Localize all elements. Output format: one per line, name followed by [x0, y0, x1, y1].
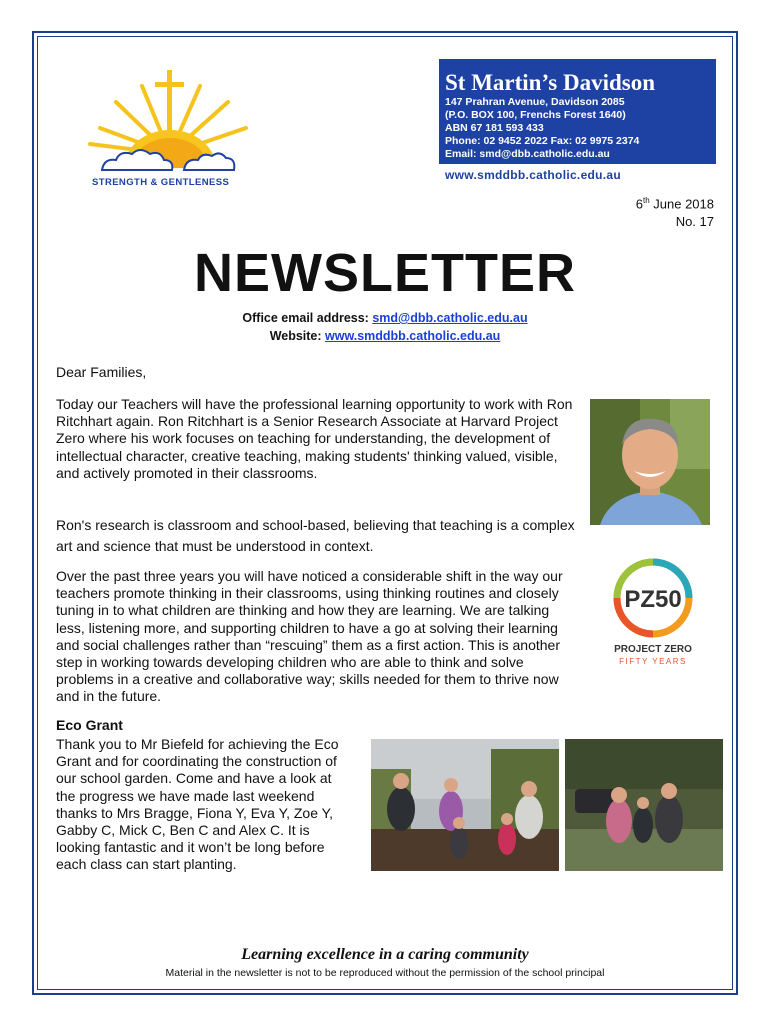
abn-line: ABN 67 181 593 433 [445, 122, 544, 134]
footer-tagline: Learning excellence in a caring community [241, 946, 529, 963]
sunrise-cross-logo-icon [80, 66, 260, 178]
garden-photo-2 [565, 739, 723, 871]
school-name: St Martin’s Davidson [445, 70, 655, 95]
pz50-mark: PZ50 [624, 586, 682, 613]
paragraph-thinking-shift: Over the past three years you will have noticed a considerable shift in the way our teachers promote thinking in their classrooms, using thinking routines and closely tuning in to what children are thinking and how they are learning. We are talking less, listening more, and supporting children to have a go at solving their learning and social challenges rather than “rescuing” them as a first action. This is another step in working towards developing children who are able to think and solve problems in a creative and collaborative way; skills needed for them to thrive now and in the future. [56, 568, 563, 705]
issue-date: 6th June 2018 [635, 196, 714, 212]
greeting: Dear Families, [56, 364, 147, 380]
office-website: Website: www.smddbb.catholic.edu.au [269, 329, 501, 343]
school-motto: STRENGTH & GENTLENESS [92, 177, 230, 188]
office-website-link[interactable]: www.smddbb.catholic.edu.au [325, 329, 501, 343]
email-line: Email: smd@dbb.catholic.edu.au [445, 148, 610, 160]
eco-grant-heading: Eco Grant [56, 717, 123, 733]
paragraph-research: Ron's research is classroom and school-based, believing that teaching is a complex art and science that must be understood in context. [56, 517, 575, 554]
garden-photo-1 [371, 739, 559, 871]
po-box-line: (P.O. BOX 100, Frenchs Forest 1640) [445, 109, 626, 121]
project-zero-logo [605, 556, 701, 672]
paragraph-ron-ritchhart: Today our Teachers will have the professional learning opportunity to work with Ron Ritchhart again. Ron Ritchhart is a Senior Research Associate at Harvard Project Zero where his work focuses on teaching for understanding, the development of intellectual character, creative teaching, making students' thinking valued, visible, and actively promoted in their classrooms. [56, 396, 573, 481]
office-email-link[interactable]: smd@dbb.catholic.edu.au [372, 311, 528, 325]
banner-website: www.smddbb.catholic.edu.au [445, 168, 622, 182]
eco-grant-text: Thank you to Mr Biefeld for achieving the Eco Grant and for coordinating the construction of our school garden. Come and have a look at the progress we have made last weekend thanks to Mrs Bragge, Fiona Y, Eva Y, Zoe Y, Gabby C, Mick C, Ben C and Alex C. It is looking fantastic and it won’t be long before each class can start planting. [56, 736, 339, 873]
address-line: 147 Prahran Avenue, Davidson 2085 [445, 96, 625, 108]
issue-number: No. 17 [675, 214, 714, 229]
pz-line-fifty-years: FIFTY YEARS [619, 657, 687, 666]
office-email: Office email address: smd@dbb.catholic.edu.au [242, 311, 528, 325]
footer-copyright-note: Material in the newsletter is not to be reproduced without the permission of the school principal [165, 967, 605, 979]
pz-line-project-zero: PROJECT ZERO [614, 644, 692, 655]
phone-fax-line: Phone: 02 9452 2022 Fax: 02 9975 2374 [445, 135, 640, 147]
newsletter-title: NEWSLETTER [194, 243, 576, 303]
ron-ritchhart-photo [590, 399, 710, 525]
